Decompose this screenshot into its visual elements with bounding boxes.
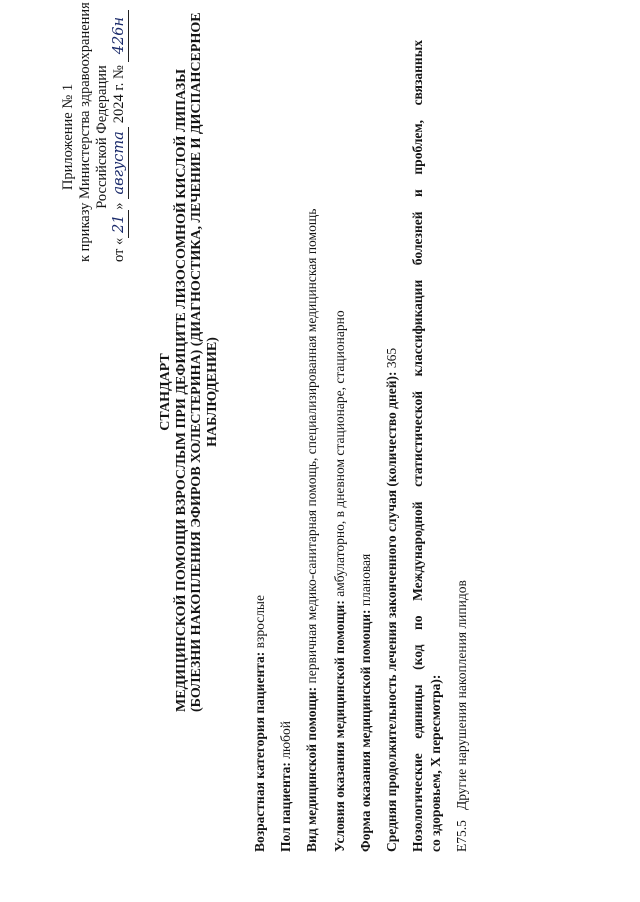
icd-description: Другие нарушения накопления липидов: [454, 580, 469, 810]
title-line-2: МЕДИЦИНСКОЙ ПОМОЩИ ВЗРОСЛЫМ ПРИ ДЕФИЦИТЕ ЛИЗОСОМНОЙ КИСЛОЙ ЛИПАЗЫ: [173, 69, 189, 712]
handwritten-day: 21: [111, 210, 129, 238]
icd-code: E75.5: [454, 820, 469, 852]
age-row: [252, 595, 268, 852]
appendix-title: Приложение № 1: [60, 83, 76, 191]
age-label: Возрастная категория пациента:: [252, 651, 267, 852]
appendix-date-line: [111, 12, 129, 262]
handwritten-month: августа: [111, 127, 129, 199]
handwritten-order-number: 426н: [111, 10, 129, 62]
title-line-3: (БОЛЕЗНИ НАКОПЛЕНИЯ ЭФИРОВ ХОЛЕСТЕРИНА) (ДИАГНОСТИКА, ЛЕЧЕНИЕ И ДИСПАНСЕРНОЕ: [189, 12, 204, 712]
sex-row: [278, 721, 294, 852]
sex-label: Пол пациента:: [278, 762, 293, 852]
appendix-order: к приказу Министерства здравоохранения: [77, 2, 93, 262]
care-type-row: [304, 209, 320, 852]
duration-row: [384, 348, 400, 852]
appendix-block: [60, 2, 129, 262]
year-text: 2024 г. №: [111, 65, 127, 124]
nosology-line-2: со здоровьем, X пересмотра):: [428, 674, 443, 852]
form-value: плановая: [358, 553, 373, 607]
date-mid: »: [111, 202, 127, 210]
form-label: Форма оказания медицинской помощи:: [358, 609, 373, 852]
age-value: взрослые: [252, 595, 267, 649]
conditions-value: амбулаторно, в дневном стационаре, стационарно: [332, 310, 347, 597]
nosology-line-1: Нозологические единицы (код по Международной статистической классификации болезней и проблем, связанных: [410, 40, 425, 852]
care-type-value: первичная медико-санитарная помощь, специализированная медицинская помощь: [304, 208, 319, 684]
conditions-label: Условия оказания медицинской помощи:: [332, 600, 347, 852]
title-line-1: СТАНДАРТ: [158, 353, 173, 431]
conditions-row: [332, 310, 348, 852]
standard-title: [158, 12, 220, 712]
sex-value: любой: [278, 721, 293, 759]
date-prefix: от «: [111, 237, 127, 262]
duration-value: 365: [384, 347, 399, 369]
title-line-4: НАБЛЮДЕНИЕ): [204, 337, 220, 447]
diagnosis-row: [454, 580, 470, 852]
duration-label: Средняя продолжительность лечения законченного случая (количество дней):: [384, 371, 399, 852]
form-row: [358, 554, 374, 852]
appendix-country: Российской Федерации: [94, 65, 110, 209]
care-type-label: Вид медицинской помощи:: [304, 686, 319, 852]
